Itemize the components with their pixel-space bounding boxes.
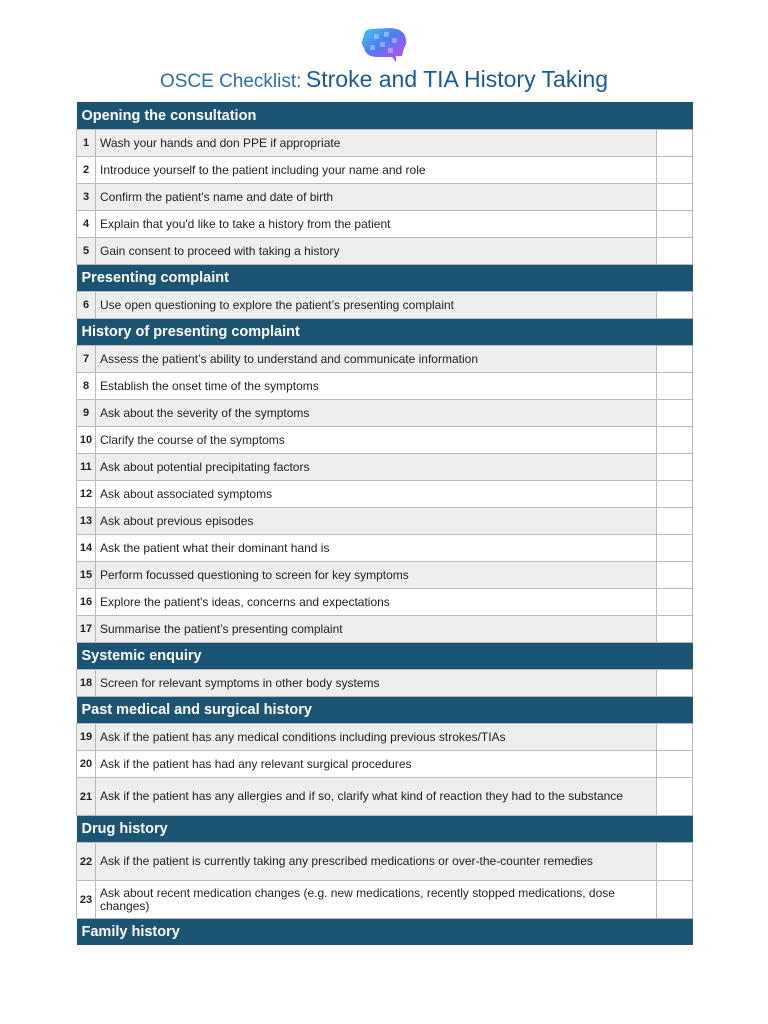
item-text: Establish the onset time of the symptoms xyxy=(96,373,657,400)
checklist-item xyxy=(77,454,693,481)
checkbox-cell[interactable] xyxy=(657,238,693,265)
item-text: Summarise the patient’s presenting complaint xyxy=(96,616,657,643)
checklist-item xyxy=(77,346,693,373)
section-header xyxy=(77,697,693,724)
checkbox-cell[interactable] xyxy=(657,670,693,697)
checkbox-cell[interactable] xyxy=(657,751,693,778)
section-title: History of presenting complaint xyxy=(77,319,693,346)
checkbox-cell[interactable] xyxy=(657,454,693,481)
checkbox-cell[interactable] xyxy=(657,130,693,157)
item-number: 9 xyxy=(77,400,96,427)
checklist-item xyxy=(77,778,693,816)
checklist-item xyxy=(77,589,693,616)
checklist-item xyxy=(77,843,693,881)
item-text: Ask about recent medication changes (e.g. new medications, recently stopped medications, dose changes) xyxy=(96,881,657,919)
section-title: Systemic enquiry xyxy=(77,643,693,670)
checklist-item xyxy=(77,751,693,778)
checkbox-cell[interactable] xyxy=(657,292,693,319)
item-number: 4 xyxy=(77,211,96,238)
item-text: Ask if the patient is currently taking any prescribed medications or over-the-counter remedies xyxy=(96,843,657,881)
item-number: 22 xyxy=(77,843,96,881)
section-title: Presenting complaint xyxy=(77,265,693,292)
item-number: 16 xyxy=(77,589,96,616)
item-text: Ask if the patient has any allergies and if so, clarify what kind of reaction they had to the substance xyxy=(96,778,657,816)
section-header xyxy=(77,103,693,130)
section-header xyxy=(77,643,693,670)
item-text: Screen for relevant symptoms in other body systems xyxy=(96,670,657,697)
section-title: Past medical and surgical history xyxy=(77,697,693,724)
checkbox-cell[interactable] xyxy=(657,481,693,508)
section-title: Family history xyxy=(77,919,693,946)
item-number: 3 xyxy=(77,184,96,211)
item-number: 15 xyxy=(77,562,96,589)
item-text: Confirm the patient's name and date of birth xyxy=(96,184,657,211)
item-text: Ask about previous episodes xyxy=(96,508,657,535)
checkbox-cell[interactable] xyxy=(657,535,693,562)
item-number: 5 xyxy=(77,238,96,265)
title-main: Stroke and TIA History Taking xyxy=(305,66,609,92)
item-number: 6 xyxy=(77,292,96,319)
item-number: 21 xyxy=(77,778,96,816)
checkbox-cell[interactable] xyxy=(657,373,693,400)
page-title xyxy=(0,66,768,93)
item-number: 23 xyxy=(77,881,96,919)
checkbox-cell[interactable] xyxy=(657,562,693,589)
brain-logo-icon xyxy=(358,26,410,66)
checklist-item xyxy=(77,535,693,562)
item-text: Perform focussed questioning to screen for key symptoms xyxy=(96,562,657,589)
checkbox-cell[interactable] xyxy=(657,157,693,184)
section-title: Drug history xyxy=(77,816,693,843)
checkbox-cell[interactable] xyxy=(657,881,693,919)
item-text: Ask if the patient has had any relevant surgical procedures xyxy=(96,751,657,778)
item-number: 1 xyxy=(77,130,96,157)
checkbox-cell[interactable] xyxy=(657,616,693,643)
checklist-item xyxy=(77,724,693,751)
item-number: 14 xyxy=(77,535,96,562)
item-number: 8 xyxy=(77,373,96,400)
item-text: Assess the patient’s ability to understand and communicate information xyxy=(96,346,657,373)
item-text: Ask the patient what their dominant hand is xyxy=(96,535,657,562)
item-text: Wash your hands and don PPE if appropriate xyxy=(96,130,657,157)
checklist-item xyxy=(77,211,693,238)
item-number: 20 xyxy=(77,751,96,778)
checklist-item xyxy=(77,670,693,697)
item-text: Explain that you'd like to take a history from the patient xyxy=(96,211,657,238)
title-prefix: OSCE Checklist: xyxy=(159,71,302,92)
item-number: 17 xyxy=(77,616,96,643)
checklist-item xyxy=(77,616,693,643)
section-header xyxy=(77,319,693,346)
checklist-item xyxy=(77,562,693,589)
checkbox-cell[interactable] xyxy=(657,400,693,427)
checkbox-cell[interactable] xyxy=(657,211,693,238)
item-number: 11 xyxy=(77,454,96,481)
item-text: Explore the patient's ideas, concerns and expectations xyxy=(96,589,657,616)
checkbox-cell[interactable] xyxy=(657,346,693,373)
item-text: Ask about potential precipitating factors xyxy=(96,454,657,481)
checkbox-cell[interactable] xyxy=(657,843,693,881)
item-text: Clarify the course of the symptoms xyxy=(96,427,657,454)
checklist-item xyxy=(77,238,693,265)
item-number: 7 xyxy=(77,346,96,373)
checklist-item xyxy=(77,130,693,157)
section-header xyxy=(77,265,693,292)
section-header xyxy=(77,816,693,843)
checkbox-cell[interactable] xyxy=(657,724,693,751)
checklist-item xyxy=(77,373,693,400)
item-text: Ask about associated symptoms xyxy=(96,481,657,508)
checklist-item xyxy=(77,427,693,454)
item-text: Gain consent to proceed with taking a history xyxy=(96,238,657,265)
checklist-item xyxy=(77,157,693,184)
section-title: Opening the consultation xyxy=(77,103,693,130)
checklist-item xyxy=(77,881,693,919)
item-number: 13 xyxy=(77,508,96,535)
item-number: 2 xyxy=(77,157,96,184)
item-number: 19 xyxy=(77,724,96,751)
item-number: 12 xyxy=(77,481,96,508)
checkbox-cell[interactable] xyxy=(657,427,693,454)
checklist-item xyxy=(77,508,693,535)
checklist-item xyxy=(77,481,693,508)
item-number: 18 xyxy=(77,670,96,697)
section-header xyxy=(77,919,693,946)
checkbox-cell[interactable] xyxy=(657,589,693,616)
checklist-table xyxy=(76,102,693,945)
checkbox-cell[interactable] xyxy=(657,508,693,535)
item-number: 10 xyxy=(77,427,96,454)
checklist-item xyxy=(77,400,693,427)
item-text: Ask about the severity of the symptoms xyxy=(96,400,657,427)
checkbox-cell[interactable] xyxy=(657,184,693,211)
item-text: Use open questioning to explore the patient’s presenting complaint xyxy=(96,292,657,319)
checkbox-cell[interactable] xyxy=(657,778,693,816)
item-text: Introduce yourself to the patient including your name and role xyxy=(96,157,657,184)
item-text: Ask if the patient has any medical conditions including previous strokes/TIAs xyxy=(96,724,657,751)
checklist-item xyxy=(77,184,693,211)
checklist-item xyxy=(77,292,693,319)
